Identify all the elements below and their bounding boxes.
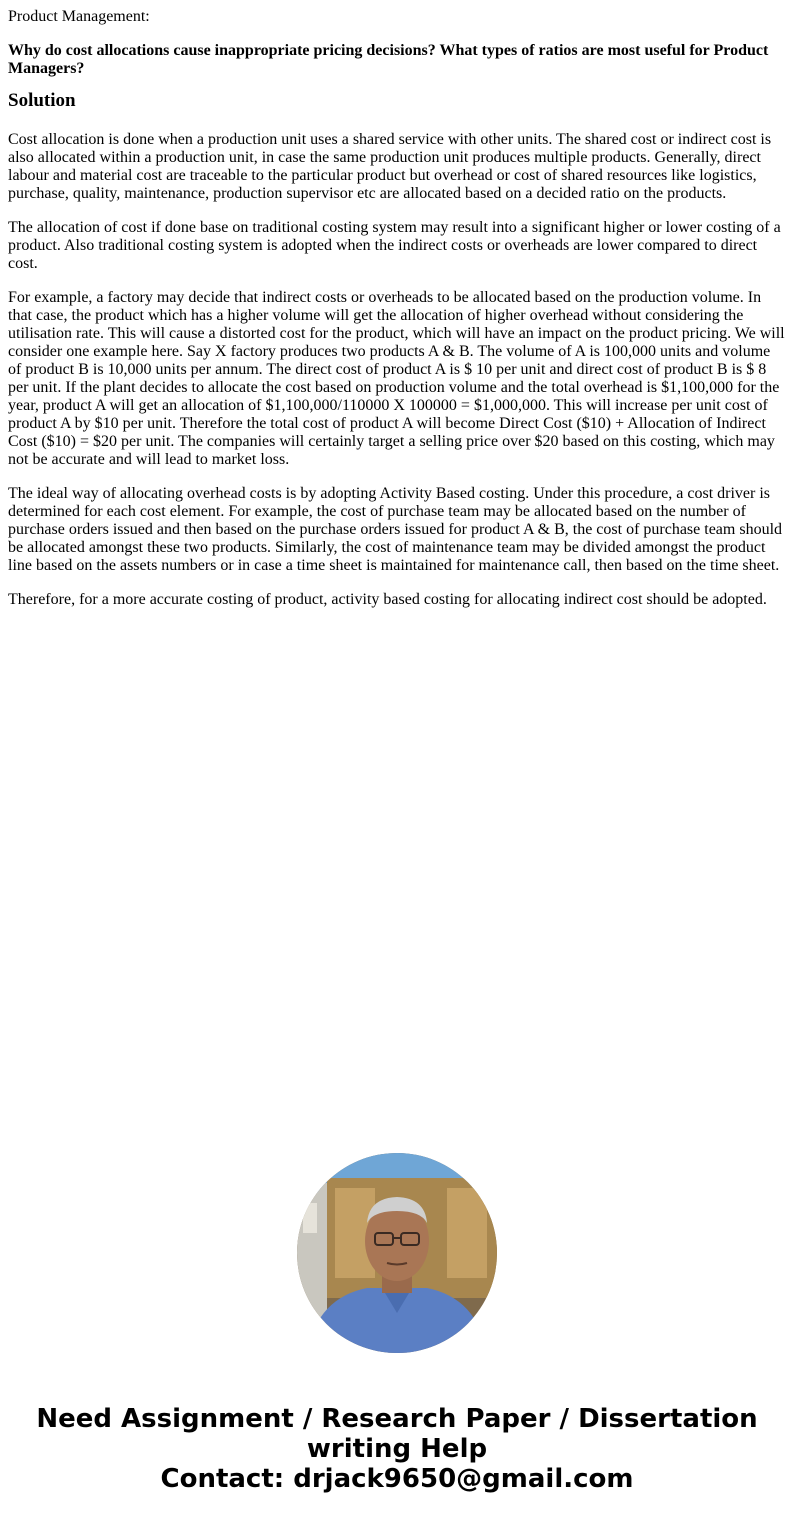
solution-paragraph: The allocation of cost if done base on traditional costing system may result into a significant higher or lower costing of a product. Also traditional costing system is adopted when the indirect costs or overheads are lower compared to direct cost. bbox=[8, 219, 781, 272]
document-body bbox=[8, 8, 786, 625]
solution-paragraph: Cost allocation is done when a production unit uses a shared service with other units. The shared cost or indirect cost is also allocated within a production unit, in case the same production unit produces multiple products. Generally, direct labour and material cost are traceable to the particular product but overhead or cost of shared resources like logistics, purchase, quality, maintenance, production supervisor etc are allocated based on a decided ratio on the products. bbox=[8, 131, 772, 202]
promo-contact: Contact: drjack9650@gmail.com bbox=[160, 1464, 634, 1494]
question-text: Why do cost allocations cause inappropriate pricing decisions? What types of ratios are most useful for Product Managers? bbox=[8, 42, 769, 77]
solution-paragraph: For example, a factory may decide that indirect costs or overheads to be allocated based on the production volume. In that case, the product which has a higher volume will get the allocation of higher overhead without considering the utilisation rate. This will cause a distorted cost for the product, which will have an impact on the product pricing. We will consider one example here. Say X factory produces two products A & B. The volume of A is 100,000 units and volume of product B is 10,000 units per annum. The direct cost of product A is $ 10 per unit and direct cost of product B is $ 8 per unit. If the plant decides to allocate the cost based on production volume and the total overhead is $1,100,000 for the year, product A will get an allocation of $1,100,000/110000 X 100000 = $1,000,000. This will increase per unit cost of product A by $10 per unit. Therefore the total cost of product A will become Direct Cost ($10) + Allocation of Indirect Cost ($10) = $20 per unit. The companies will certainly target a selling price over $20 based on this costing, which may not be accurate and will lead to market loss. bbox=[8, 289, 785, 468]
solution-paragraph: The ideal way of allocating overhead costs is by adopting Activity Based costing. Under this procedure, a cost driver is determined for each cost element. For example, the cost of purchase team may be allocated based on the number of purchase orders issued and then based on the purchase orders issued for product A & B, the cost of purchase team should be allocated amongst these two products. Similarly, the cost of maintenance team may be divided amongst the product line based on the assets numbers or in case a time sheet is maintained for maintenance call, then based on the time sheet. bbox=[8, 485, 783, 574]
author-photo-icon bbox=[297, 1153, 497, 1353]
solution-heading: Solution bbox=[8, 90, 76, 111]
promo-line-2: writing Help bbox=[306, 1434, 488, 1464]
solution-paragraph: Therefore, for a more accurate costing of product, activity based costing for allocating indirect cost should be adopted. bbox=[8, 591, 767, 608]
promo-line-1: Need Assignment / Research Paper / Dissertation bbox=[36, 1404, 758, 1434]
subject-label: Product Management: bbox=[8, 8, 150, 25]
author-avatar bbox=[297, 1153, 497, 1353]
promo-banner bbox=[0, 1404, 794, 1494]
